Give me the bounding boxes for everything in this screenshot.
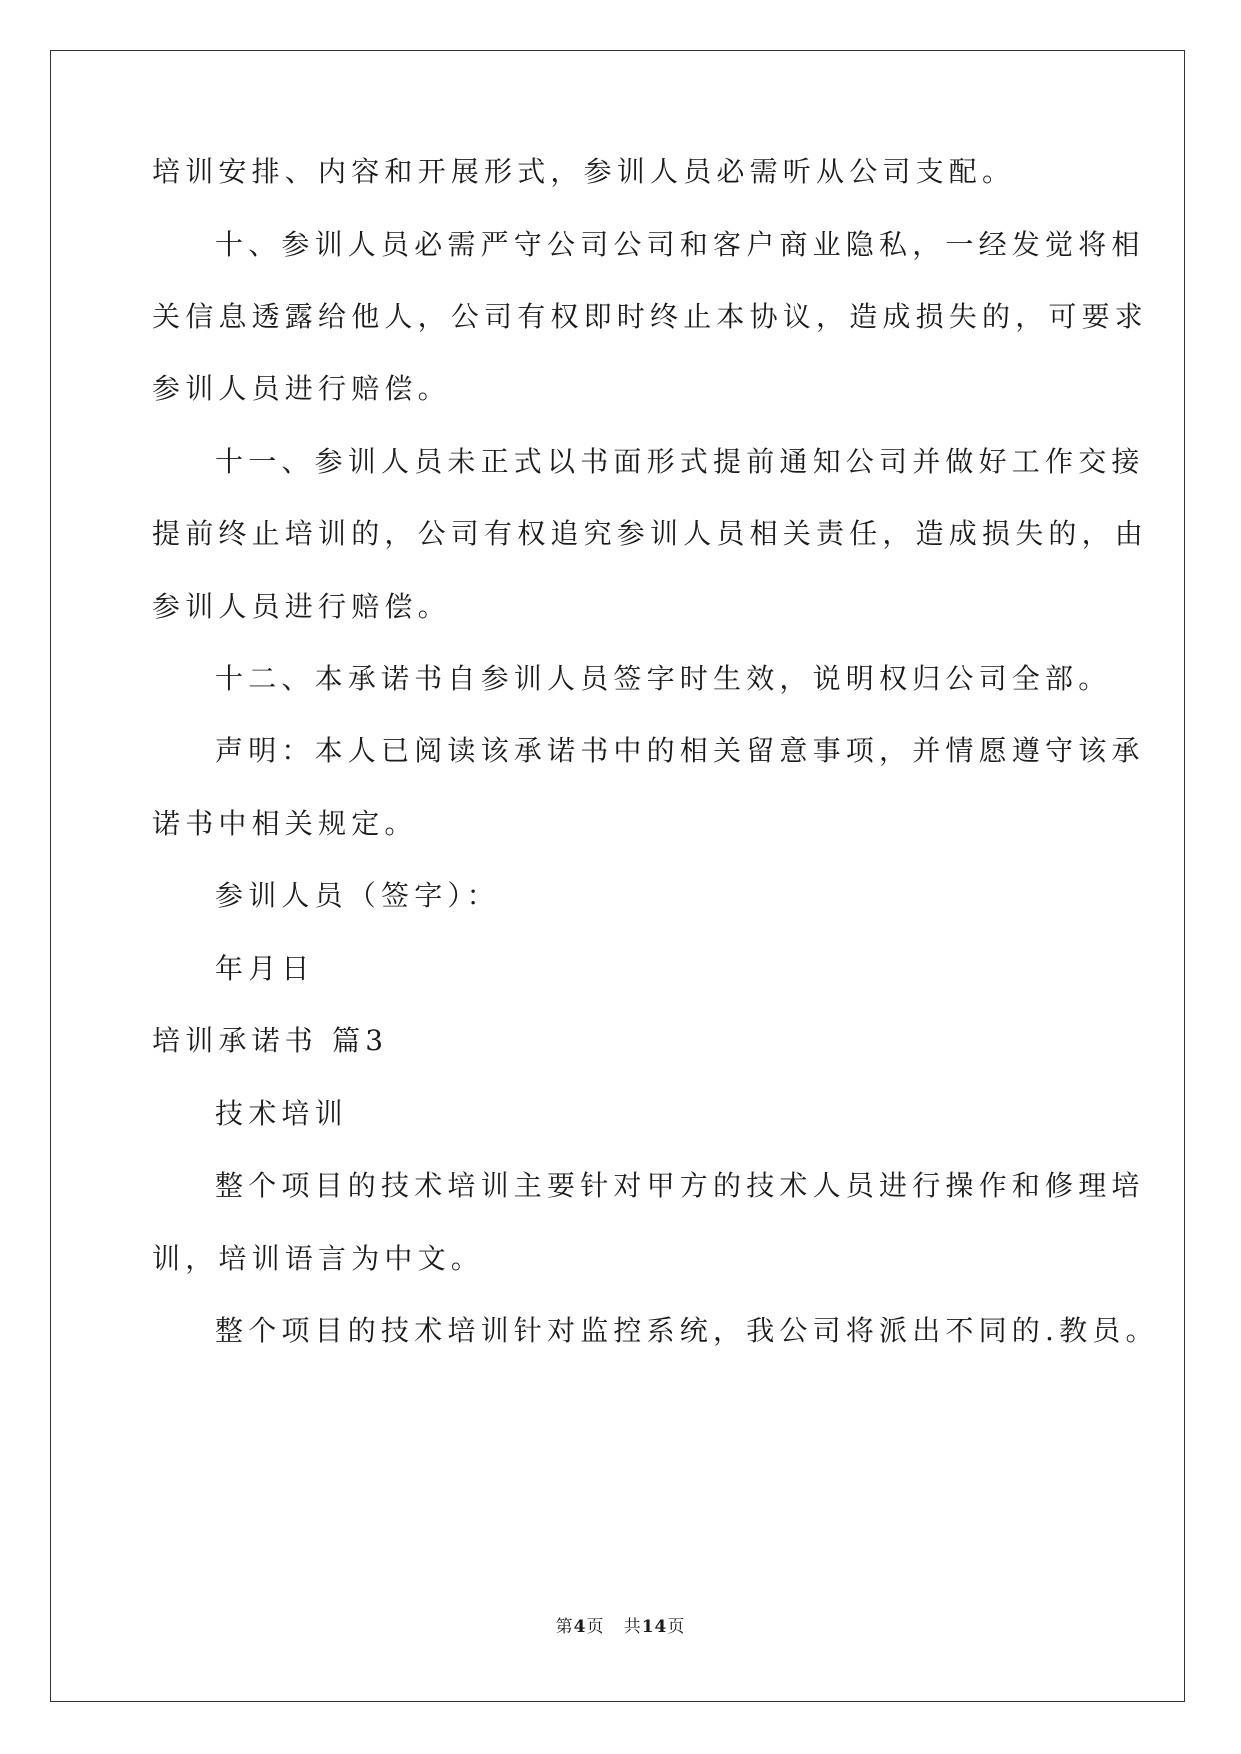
sub-heading: 技术培训 (215, 1097, 348, 1130)
date-label: 年月日 (215, 952, 315, 985)
footer-total-prefix: 共 (623, 1617, 642, 1637)
footer-total-suffix: 页 (667, 1617, 686, 1637)
text-line: 参训人员进行赔偿。 (152, 372, 451, 405)
text-line: 十二、本承诺书自参训人员签字时生效，说明权归公司全部。 (215, 662, 1112, 695)
text-line: 关信息透露给他人，公司有权即时终止本协议，造成损失的，可要求 (152, 300, 1149, 333)
footer-prefix: 第 (555, 1617, 574, 1637)
text-line: 提前终止培训的，公司有权追究参训人员相关责任，造成损失的，由 (152, 517, 1149, 550)
text-line: 培训安排、内容和开展形式，参训人员必需听从公司支配。 (152, 155, 1016, 188)
text-line: 声明：本人已阅读该承诺书中的相关留意事项，并情愿遵守该承 (215, 734, 1145, 767)
text-line: 整个项目的技术培训主要针对甲方的技术人员进行操作和修理培 (215, 1169, 1145, 1202)
text-line: 十一、参训人员未正式以书面形式提前通知公司并做好工作交接 (215, 445, 1145, 478)
footer-page-number: 4 (573, 1617, 587, 1637)
page-footer (0, 1612, 1241, 1637)
section-heading: 培训承诺书 篇3 (152, 1024, 389, 1057)
footer-total-pages: 14 (641, 1617, 668, 1637)
text-line: 训，培训语言为中文。 (152, 1242, 485, 1275)
signature-label: 参训人员（签字）： (215, 879, 500, 912)
text-line: 诺书中相关规定。 (152, 807, 418, 840)
text-line: 参训人员进行赔偿。 (152, 590, 451, 623)
footer-page-suffix: 页 (586, 1617, 605, 1637)
text-line: 整个项目的技术培训针对监控系统，我公司将派出不同的.教员。 (215, 1314, 1159, 1347)
text-line: 十、参训人员必需严守公司公司和客户商业隐私，一经发觉将相 (215, 228, 1145, 261)
